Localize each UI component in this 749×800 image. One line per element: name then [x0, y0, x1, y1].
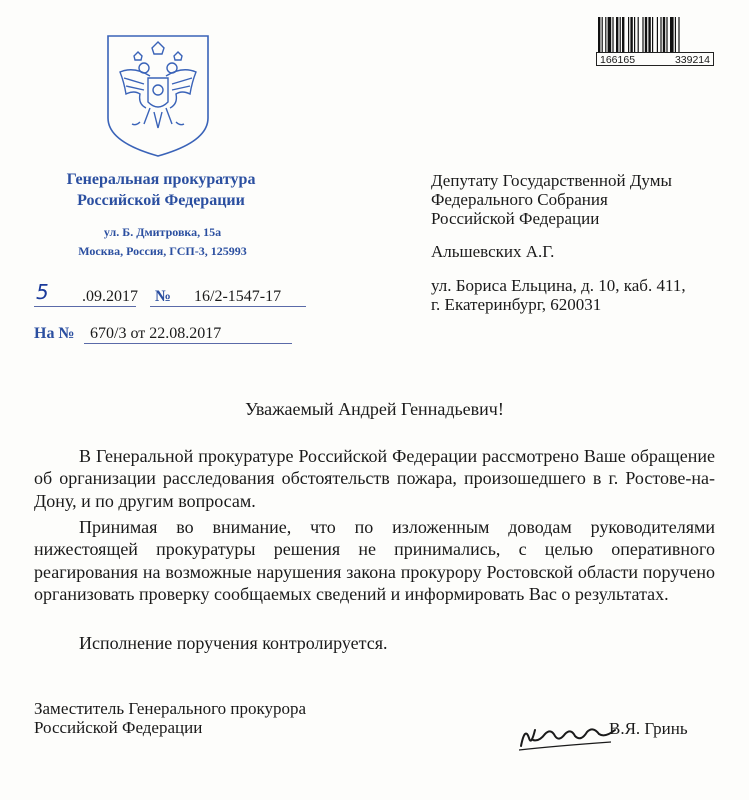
- outgoing-date: .09.2017: [82, 288, 138, 305]
- body-paragraph-1-text: В Генеральной прокуратуре Российской Федерации рассмотрено Ваше обращение об организации расследования обстоятельств пожара, произошедшего в г. Ростове-на-Дону, и по другим вопросам.: [34, 446, 715, 511]
- barcode-number: [596, 52, 714, 66]
- org-address-line1: ул. Б. Дмитровка, 15а: [103, 225, 222, 239]
- organization-name: [48, 169, 274, 211]
- incoming-underline: [84, 343, 292, 344]
- signatory-title-line2: Российской Федерации: [34, 718, 203, 737]
- recipient-block: [431, 171, 686, 314]
- signatory-title: [34, 699, 306, 737]
- body-paragraph-1: [34, 445, 715, 512]
- recipient-address-line1: ул. Бориса Ельцина, д. 10, каб. 411,: [431, 276, 686, 295]
- outgoing-number: 16/2-1547-17: [194, 288, 282, 305]
- org-address-line2: Москва, Россия, ГСП-3, 125993: [78, 244, 247, 258]
- org-name-line1: Генеральная прокуратура: [66, 171, 256, 188]
- body-paragraph-2-text: Принимая во внимание, что по изложенным доводам руководителями нижестоящей прокуратуры решения не принимались, с целью оперативного реагирования на возможные нарушения закона прокурору Ростовской области поручено организовать проверку сообщаемых сведений и информировать Вас о результатах.: [34, 517, 715, 605]
- number-underline: [150, 306, 306, 307]
- barcode-number-left: 166165: [600, 54, 636, 66]
- recipient-name: Альшевских А.Г.: [431, 242, 555, 261]
- date-underline: [34, 306, 136, 307]
- organization-address: [60, 223, 265, 261]
- number-sign: №: [155, 288, 172, 305]
- outgoing-day-handwritten: 5: [36, 280, 49, 304]
- org-name-line2: Российской Федерации: [77, 192, 245, 209]
- recipient-address-line2: г. Екатеринбург, 620031: [431, 295, 602, 314]
- body-paragraph-3: [34, 632, 715, 654]
- coat-of-arms-emblem: [104, 32, 212, 160]
- signatory-title-line1: Заместитель Генерального прокурора: [34, 699, 307, 718]
- recipient-line1: Депутату Государственной Думы: [431, 171, 672, 190]
- incoming-ref: 670/3 от 22.08.2017: [90, 325, 222, 342]
- body-paragraph-3-text: Исполнение поручения контролируется.: [79, 633, 388, 653]
- recipient-line2: Федерального Собрания: [431, 190, 608, 209]
- signer-name: В.Я. Гринь: [609, 719, 688, 738]
- body-paragraph-2: [34, 516, 715, 606]
- barcode-number-right: 339214: [674, 54, 710, 66]
- greeting: Уважаемый Андрей Геннадьевич!: [245, 399, 504, 419]
- recipient-line3: Российской Федерации: [431, 209, 600, 228]
- incoming-label: На №: [34, 325, 75, 342]
